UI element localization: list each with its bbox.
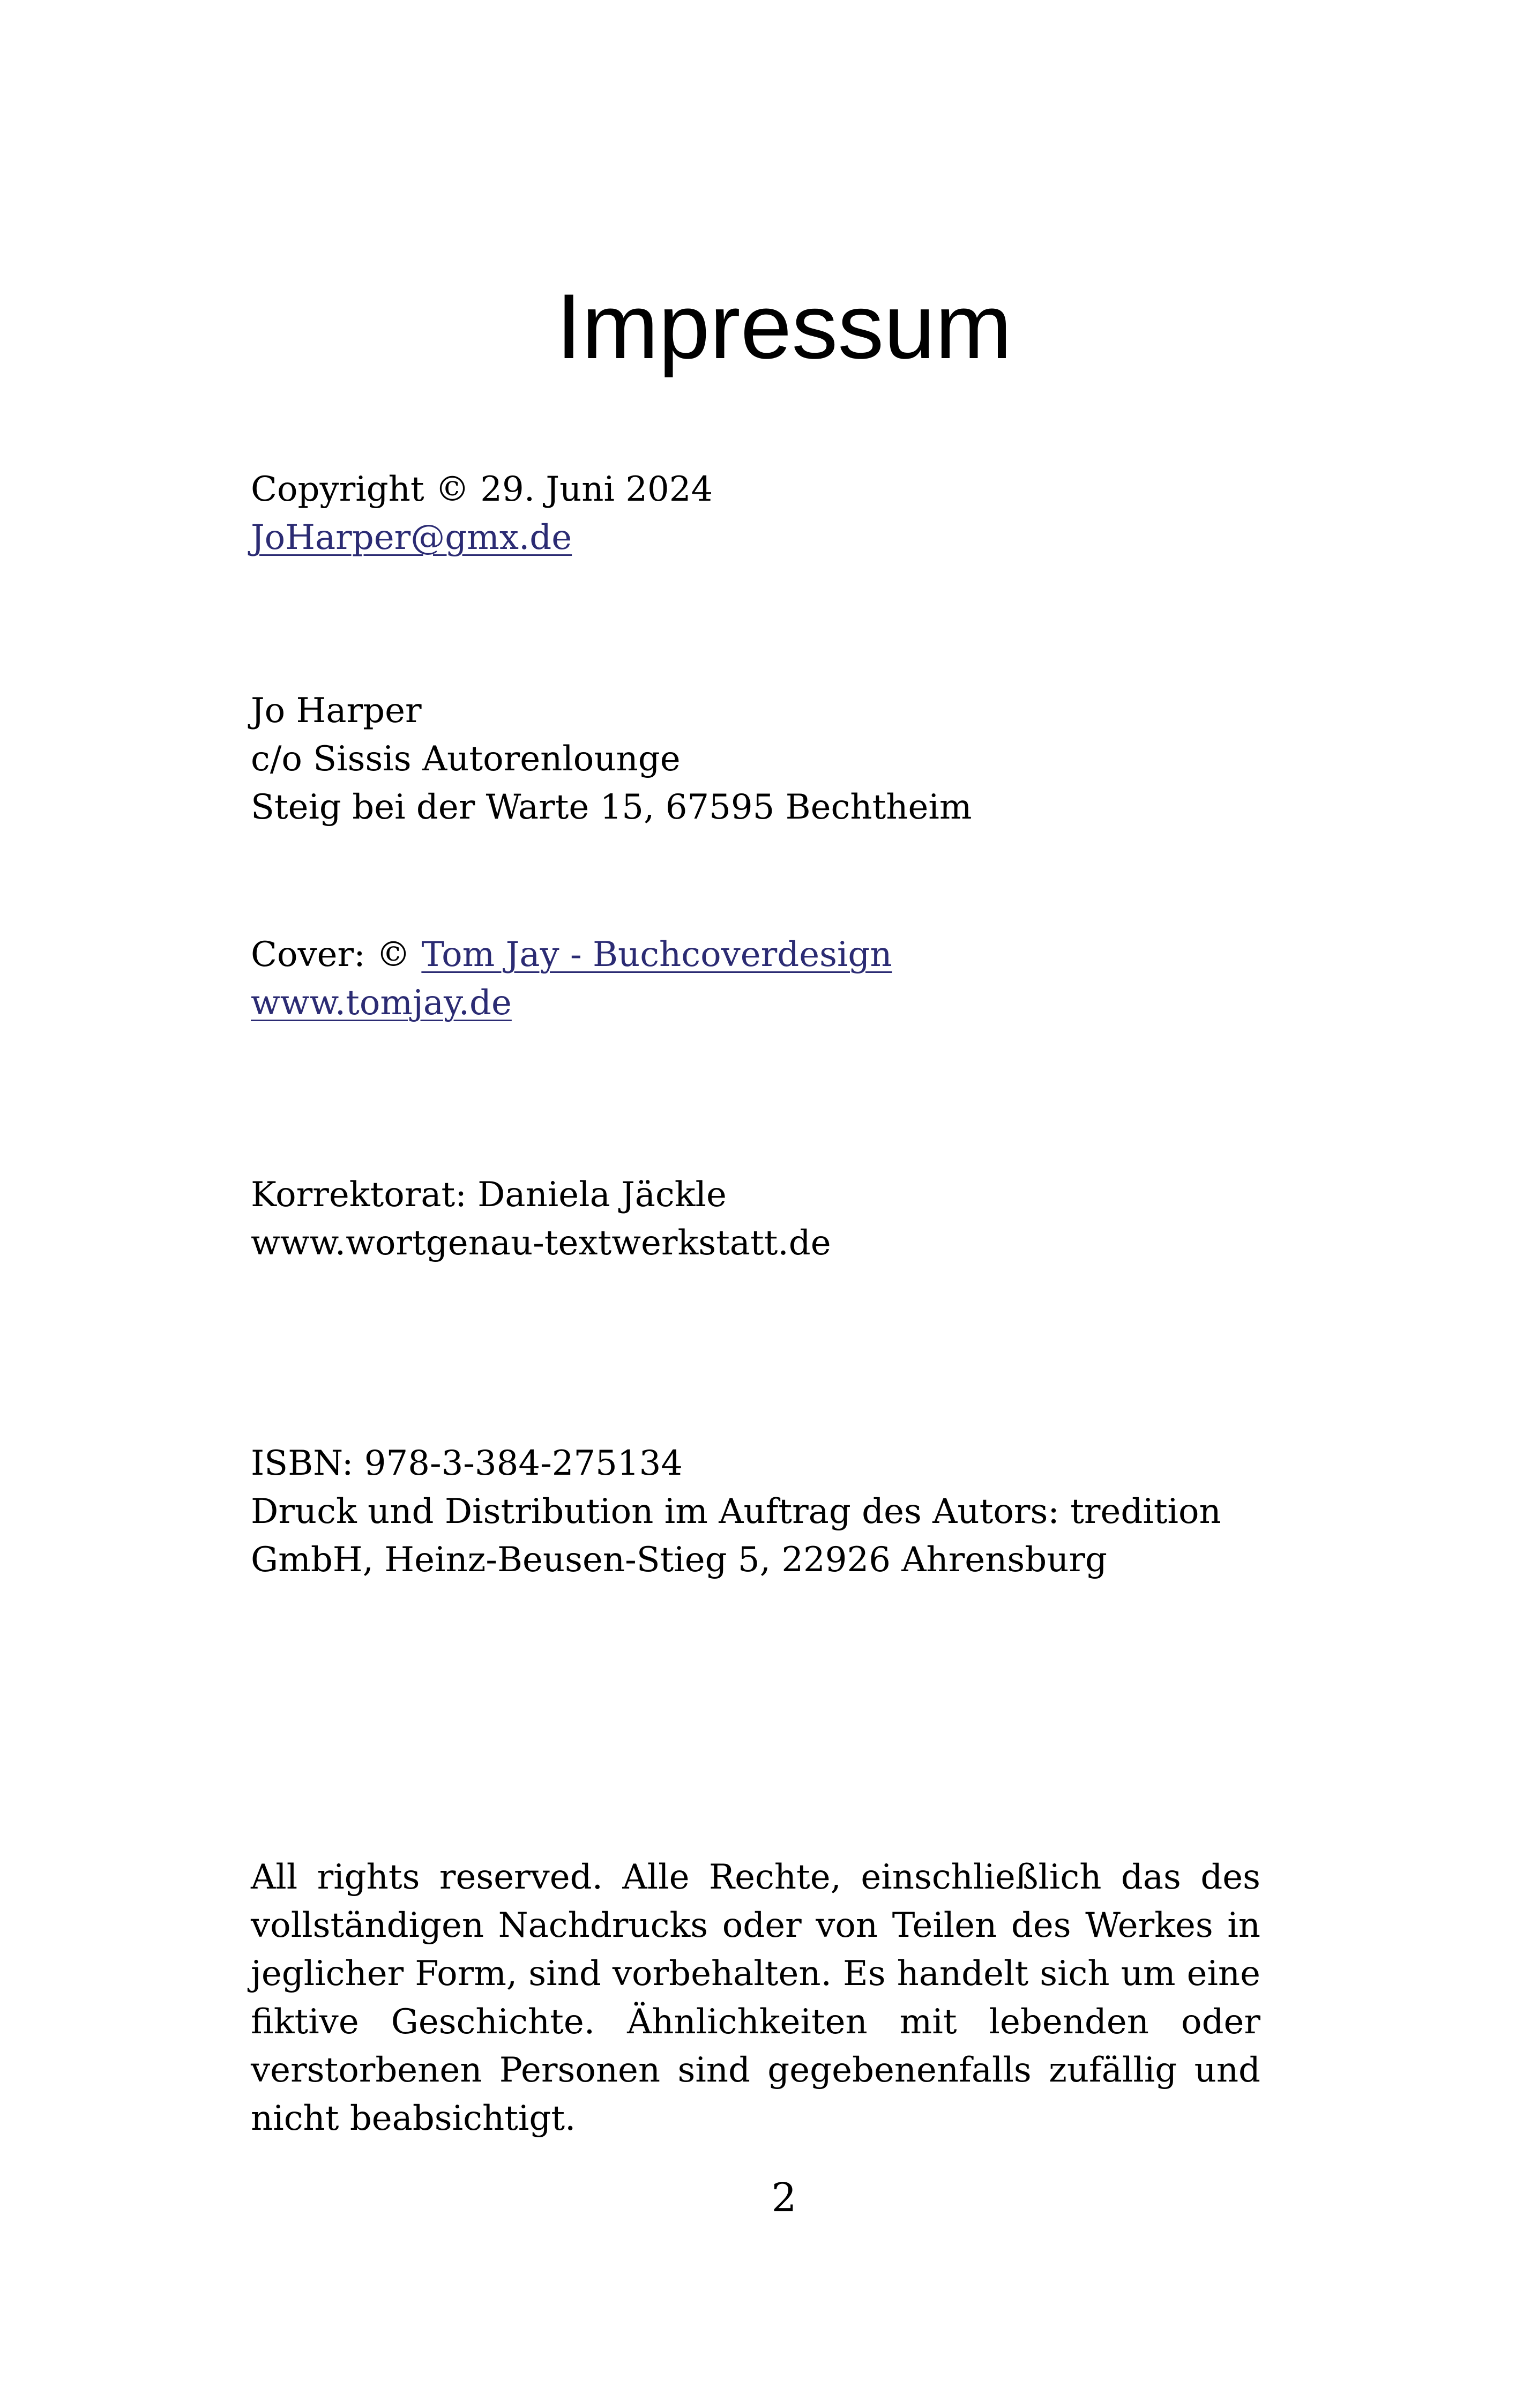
proofreading-website: www.wortgenau-textwerkstatt.de xyxy=(251,1223,831,1263)
proofreading-line: Korrektorat: Daniela Jäckle xyxy=(251,1175,727,1215)
page-title: Impressum xyxy=(556,275,1012,378)
cover-line xyxy=(251,931,1260,979)
rights-paragraph: All rights reserved. Alle Rechte, einschließlich das des vollständigen Nachdrucks oder von Teilen des Werkes in jeglicher Form, sind vorbehalten. Es handelt sich um eine fiktive Geschichte. Ähnlichkeiten mit lebenden oder verstorbenen Personen sind gegebenenfalls zufällig und nicht beabsichtigt. xyxy=(251,1857,1260,2138)
cover-prefix: Cover: © xyxy=(251,935,422,975)
cover-block xyxy=(251,931,1260,1027)
print-line-2: GmbH, Heinz-Beusen-Stieg 5, 22926 Ahrensburg xyxy=(251,1540,1107,1580)
copyright-block xyxy=(251,465,1260,562)
cover-website-link[interactable]: www.tomjay.de xyxy=(251,983,512,1023)
isbn-line: ISBN: 978-3-384-275134 xyxy=(251,1444,683,1483)
print-line-1: Druck und Distribution im Auftrag des Autors: tredition xyxy=(251,1492,1221,1532)
page-number: 2 xyxy=(771,2175,797,2221)
proofreading-block xyxy=(251,1171,1260,1267)
cover-website-line xyxy=(251,979,1260,1027)
author-name: Jo Harper xyxy=(251,691,422,731)
street-line: Steig bei der Warte 15, 67595 Bechtheim xyxy=(251,787,972,827)
care-of-line: c/o Sissis Autorenlounge xyxy=(251,739,681,779)
email-line xyxy=(251,514,1260,562)
email-link[interactable]: JoHarper@gmx.de xyxy=(251,518,572,558)
copyright-line: Copyright © 29. Juni 2024 xyxy=(251,470,713,509)
publishing-block xyxy=(251,1439,1260,1584)
address-block xyxy=(251,687,1260,831)
cover-designer-link[interactable]: Tom Jay - Buchcoverdesign xyxy=(421,935,892,975)
